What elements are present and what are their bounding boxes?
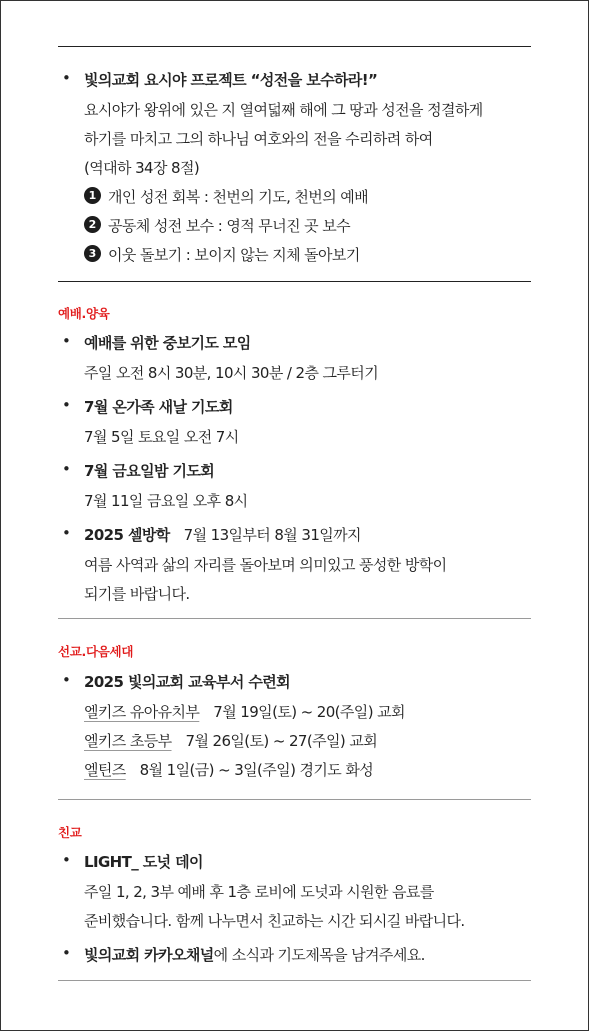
divider [58, 799, 531, 800]
bullet: • [62, 396, 71, 414]
bullet: • [62, 944, 71, 962]
bullet: • [62, 460, 71, 478]
number-badge-2: 2 [84, 216, 101, 233]
worship-item-3-title: 7월 금요일밤 기도회 [84, 462, 215, 480]
mission-row-2-detail: 7월 26일(토) ~ 27(주일) 교회 [185, 732, 378, 750]
divider [58, 618, 531, 619]
worship-item-3-line: 7월 11일 금요일 오후 8시 [84, 492, 248, 510]
mission-row-1 [84, 701, 405, 722]
worship-item-1-title: 예배를 위한 중보기도 모임 [84, 334, 251, 352]
bullet: • [62, 671, 71, 689]
mission-item-title: 2025 빛의교회 교육부서 수련회 [84, 673, 291, 691]
mission-row-3-dept: 엘틴즈 [84, 761, 126, 779]
number-badge-3: 3 [84, 245, 101, 262]
project-item-1: 개인 성전 회복 : 천번의 기도, 천번의 예배 [108, 188, 369, 206]
mission-row-3 [84, 759, 373, 780]
bullet: • [62, 69, 71, 87]
project-body-line-1: 요시야가 왕위에 있은 지 열여덟째 해에 그 땅과 성전을 정결하게 [84, 101, 483, 119]
section-title-fellowship: 친교 [58, 825, 82, 840]
kakao-notice [84, 944, 425, 965]
bullet: • [62, 524, 71, 542]
divider [58, 281, 531, 282]
mission-row-3-detail: 8월 1일(금) ~ 3일(주일) 경기도 화성 [139, 761, 374, 779]
kakao-channel-name: 빛의교회 카카오채널 [84, 946, 214, 964]
project-body-line-3: (역대하 34장 8절) [84, 159, 200, 177]
mission-row-1-dept: 엘키즈 유아유치부 [84, 703, 200, 721]
mission-row-1-detail: 7월 19일(토) ~ 20(주일) 교회 [213, 703, 405, 721]
worship-item-4-title-extra: 7월 13일부터 8월 31일까지 [183, 526, 361, 544]
mission-row-2 [84, 730, 377, 751]
bottom-divider [58, 980, 531, 981]
worship-item-4-title: 2025 셀방학 [84, 526, 170, 544]
bullet: • [62, 851, 71, 869]
project-title: 빛의교회 요시야 프로젝트 “성전을 보수하라!” [84, 71, 378, 89]
worship-item-4-heading [84, 524, 361, 545]
fellowship-item-title: LIGHT_ 도넛 데이 [84, 853, 203, 871]
worship-item-2-title: 7월 온가족 새날 기도회 [84, 398, 233, 416]
top-divider [58, 46, 531, 47]
worship-item-1-line: 주일 오전 8시 30분, 10시 30분 / 2층 그루터기 [84, 364, 379, 382]
bullet: • [62, 332, 71, 350]
number-badge-1: 1 [84, 187, 101, 204]
project-body-line-2: 하기를 마치고 그의 하나님 여호와의 전을 수리하려 하여 [84, 130, 433, 148]
fellowship-line-2: 준비했습니다. 함께 나누면서 친교하는 시간 되시길 바랍니다. [84, 912, 465, 930]
kakao-notice-rest: 에 소식과 기도제목을 남겨주세요. [213, 946, 425, 964]
worship-item-4-line-2: 되기를 바랍니다. [84, 585, 190, 603]
mission-row-2-dept: 엘키즈 초등부 [84, 732, 172, 750]
project-item-2: 공동체 성전 보수 : 영적 무너진 곳 보수 [108, 217, 350, 235]
project-item-3: 이웃 돌보기 : 보이지 않는 지체 돌아보기 [108, 246, 360, 264]
section-title-mission: 선교.다음세대 [58, 644, 134, 659]
fellowship-line-1: 주일 1, 2, 3부 예배 후 1층 로비에 도넛과 시원한 음료를 [84, 883, 434, 901]
section-title-worship: 예배.양육 [58, 306, 110, 321]
worship-item-4-line-1: 여름 사역과 삶의 자리를 돌아보며 의미있고 풍성한 방학이 [84, 556, 447, 574]
worship-item-2-line: 7월 5일 토요일 오전 7시 [84, 428, 239, 446]
